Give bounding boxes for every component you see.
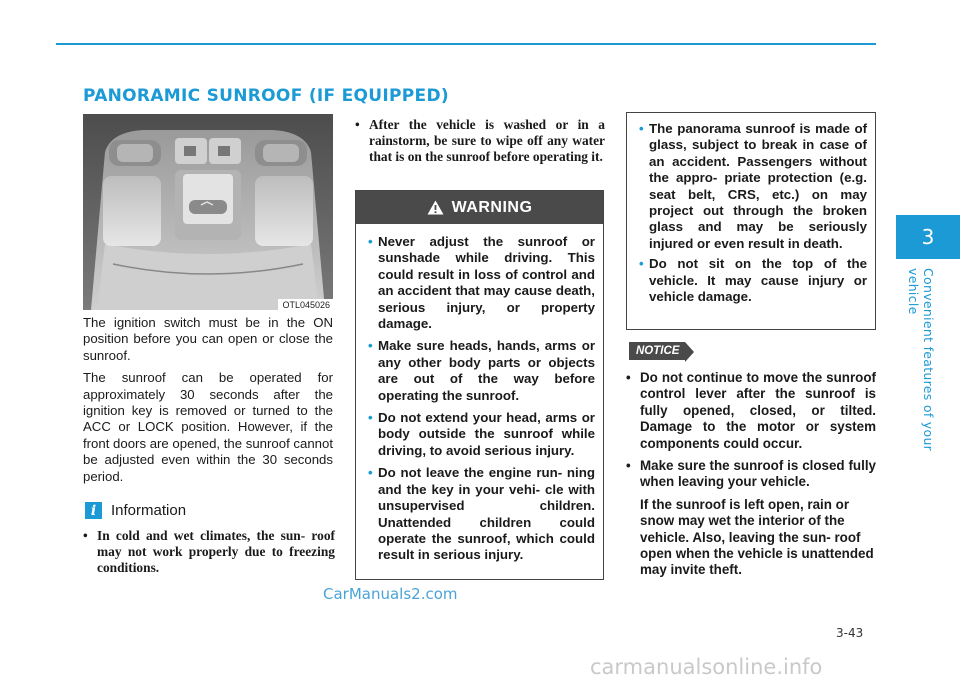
chapter-tab: 3 <box>896 215 960 259</box>
header-rule <box>56 43 876 45</box>
warning-list <box>356 224 603 564</box>
warning-title: WARNING <box>451 198 533 216</box>
list-item-continuation: If the sunroof is left open, rain or snow may wet the interior of the vehicle. Also, leaving the sun- roof open when the vehicle is unattended may invite theft. <box>640 496 874 578</box>
list-item: • Do not leave the engine run- ning and the key in your vehi- cle with unsupervised children. Unattended children could operate the sunroof, which could result in serious injury. <box>368 465 595 563</box>
list-item: • Do not sit on the top of the vehicle. It may cause injury or vehicle damage. <box>639 256 867 305</box>
information-list <box>83 528 335 577</box>
list-item: • Never adjust the sunroof or sunshade while driving. This could result in loss of control and an accident that may cause death, serious injury, or property damage. <box>368 234 595 332</box>
list-item: • Make sure heads, hands, arms or any other body parts or objects are out of the way before operating the sunroof. <box>368 338 595 404</box>
notice-label: NOTICE <box>629 342 685 360</box>
chapter-title: Convenient features of your vehicle <box>906 268 936 452</box>
list-item: • Do not extend your head, arms or body outside the sunroof while driving, to avoid serious injury. <box>368 410 595 459</box>
list-item: • Make sure the sunroof is closed fully when leaving your vehicle. <box>626 458 876 491</box>
caution-list <box>355 117 605 166</box>
list-item: • After the vehicle is washed or in a rainstorm, be sure to wipe off any water that is on the sunroof before operating it. <box>355 117 605 166</box>
figure-code: OTL045026 <box>278 299 333 310</box>
warning-header <box>356 191 603 224</box>
list-item: • The panorama sunroof is made of glass, subject to break in case of an accident. Passengers without the appro- priate protection (e.g. seat belt, CRS, etc.) on may project out through the broken glass and may be seriously injured or even result in death. <box>639 121 867 252</box>
watermark-link[interactable]: CarManuals2.com <box>323 585 458 603</box>
list-item: • In cold and wet climates, the sun- roof may not work properly due to freezing conditions. <box>83 528 335 577</box>
warning-box <box>355 190 604 580</box>
information-heading <box>85 502 186 519</box>
sunroof-console-photo <box>83 114 333 310</box>
page-number: 3-43 <box>836 626 864 640</box>
intro-text <box>83 315 333 491</box>
info-icon: i <box>85 502 102 519</box>
overhead-console-illustration <box>83 114 333 310</box>
warning-triangle-icon <box>427 200 444 215</box>
warning-continuation-box <box>626 112 876 330</box>
paragraph: The ignition switch must be in the ON position before you can open or close the sunroof. <box>83 315 333 363</box>
notice-list <box>626 370 876 585</box>
paragraph: The sunroof can be operated for approximately 30 seconds after the ignition key is removed or turned to the ACC or LOCK position. However, if the front doors are opened, the sunroof cannot be adjusted even within the 30 seconds period. <box>83 370 334 484</box>
warning-continuation-list <box>627 113 875 305</box>
section-title: PANORAMIC SUNROOF (IF EQUIPPED) <box>83 86 449 106</box>
list-item: • Do not continue to move the sunroof control lever after the sunroof is fully opened, closed, or tilted. Damage to the motor or system components could occur. <box>626 370 876 452</box>
information-title: Information <box>111 502 187 519</box>
site-watermark: carmanualsonline.info <box>590 655 823 679</box>
